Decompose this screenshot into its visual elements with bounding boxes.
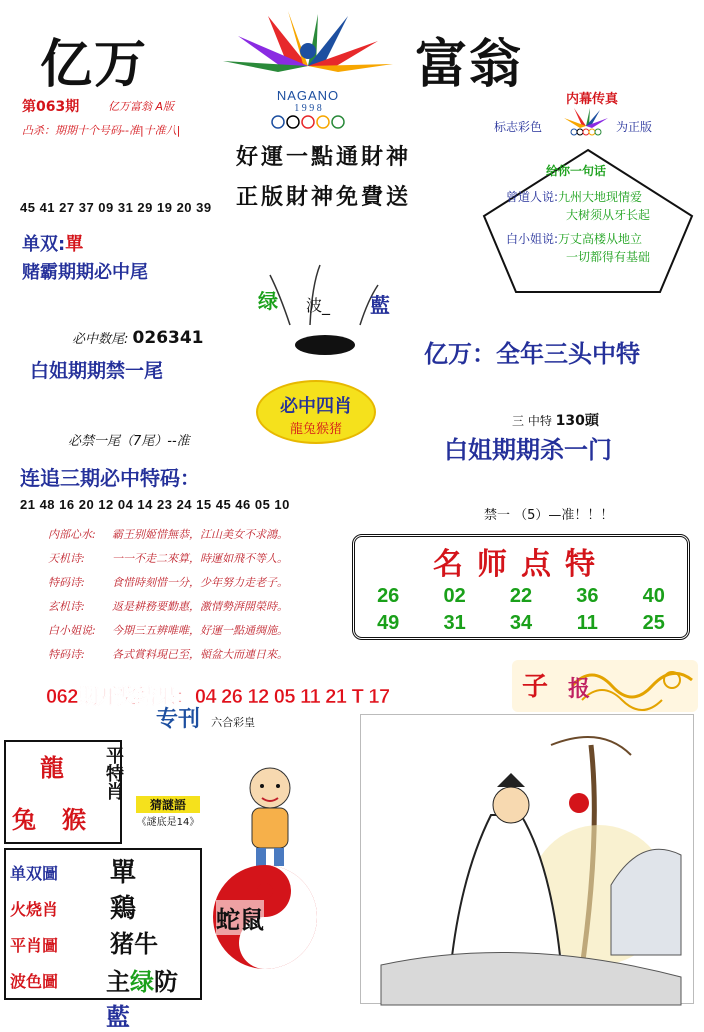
four-zodiac-badge bbox=[256, 380, 376, 444]
zodiac-monkey: 猴 bbox=[62, 805, 86, 834]
grid-label: 平肖圖 bbox=[10, 936, 59, 955]
quote-p1-l1: 九州大地现情爱 bbox=[558, 190, 643, 204]
grid-label: 单双圖 bbox=[10, 864, 59, 883]
master-number: 02 bbox=[443, 585, 466, 607]
logo-year: 1 9 9 8 bbox=[294, 103, 322, 114]
logo-text: NAGANO bbox=[276, 88, 340, 103]
grid-label: 波色圖 bbox=[10, 972, 59, 991]
master-number: 26 bbox=[377, 585, 400, 607]
result-line: 062期开奖结果：04 26 12 05 11 21 T 17 bbox=[46, 686, 390, 708]
title-right: 富翁 bbox=[415, 34, 524, 95]
issue-sub2: 凸杀：期期十个号码--准|十准八| bbox=[22, 124, 181, 137]
master-number: 31 bbox=[443, 612, 466, 634]
poem-label: 特码诗: bbox=[48, 648, 85, 661]
wave-middle: 波_ bbox=[306, 296, 331, 315]
single-double-value: 單 bbox=[65, 234, 84, 255]
fax-right: 为正版 bbox=[616, 120, 653, 134]
nagano-logo bbox=[208, 6, 408, 126]
quote-p2 bbox=[506, 230, 642, 247]
fax-left: 标志彩色 bbox=[494, 120, 543, 134]
fax-logo-icon bbox=[560, 106, 612, 136]
scholar-illustration bbox=[361, 715, 695, 1005]
poem-row bbox=[48, 646, 358, 670]
quote-title: 给你一句话 bbox=[546, 164, 607, 178]
olympic-rings-icon bbox=[208, 114, 408, 134]
master-row-2 bbox=[355, 612, 687, 635]
poem-label: 内部心水: bbox=[48, 528, 96, 541]
poem-text: 霸王别姬惜無恭，江山美女不求鴻。 bbox=[112, 528, 288, 541]
zibao-bao: 报 bbox=[568, 676, 591, 702]
master-number: 36 bbox=[576, 585, 599, 607]
numbers-row-1: 45 41 27 37 09 31 29 19 20 39 bbox=[20, 200, 212, 215]
quote-p1-label: 曾道人说: bbox=[506, 190, 559, 204]
bottom-grid-labels bbox=[10, 856, 58, 1000]
sanzhong-text: 三 中特 bbox=[512, 414, 552, 428]
quote-p2-l2: 一切都得有基础 bbox=[566, 250, 651, 264]
zhuankan-banner bbox=[156, 702, 336, 732]
must-tail-value: 026341 bbox=[132, 328, 204, 348]
master-title: 名师点特 bbox=[433, 547, 609, 582]
grid-wave-blue: 藍 bbox=[106, 1003, 130, 1031]
baijie-kill: 白姐期期杀一门 bbox=[444, 435, 612, 464]
single-double bbox=[22, 230, 83, 256]
wave-right: 藍 bbox=[370, 293, 390, 317]
quote-p1 bbox=[506, 188, 642, 205]
riddle-badge bbox=[136, 796, 200, 832]
issue-sub1: 亿万富翁 A版 bbox=[108, 100, 175, 113]
grid-wave-prefix: 主 bbox=[106, 968, 130, 996]
zhuankan-sub: 六合彩皇 bbox=[211, 716, 256, 729]
poem-row bbox=[48, 574, 358, 598]
bottom-grid bbox=[4, 848, 202, 1031]
poem-row bbox=[48, 550, 358, 574]
poem-label: 玄机诗: bbox=[48, 600, 85, 613]
must-tail-label: 必中数尾: bbox=[72, 332, 129, 347]
single-double-label: 单双: bbox=[22, 234, 66, 255]
poem-text: 各式賞料現已至，頓盆大而連日來。 bbox=[112, 648, 288, 661]
four-zodiac-value: 龍兔猴猪 bbox=[289, 422, 342, 437]
quote-p2-label: 白小姐说: bbox=[506, 232, 559, 246]
zibao-banner bbox=[512, 660, 698, 712]
grid-label: 火烧肖 bbox=[10, 900, 59, 919]
poem-row bbox=[48, 622, 358, 646]
zodiac-side: 平特肖 bbox=[103, 746, 124, 800]
zibao-zi: 子 bbox=[522, 672, 549, 702]
master-number: 40 bbox=[642, 585, 665, 607]
sanzhong-value: 130頭 bbox=[555, 413, 599, 429]
grid-wave-green: 绿 bbox=[130, 968, 154, 996]
issue-label: 第063期 bbox=[22, 99, 80, 115]
grid-chicken: 鶏 bbox=[110, 894, 137, 924]
poem-label: 天机诗: bbox=[48, 552, 85, 565]
scholar-panel bbox=[360, 714, 694, 1004]
numbers-row-2: 21 48 16 20 12 04 14 23 24 15 45 46 05 10 bbox=[20, 497, 290, 512]
master-number: 34 bbox=[509, 612, 533, 634]
single-double-line2: 赌霸期期必中尾 bbox=[22, 262, 148, 283]
master-number: 49 bbox=[377, 612, 400, 634]
snake-rat: 蛇鼠 bbox=[216, 900, 264, 935]
zodiac-box bbox=[4, 740, 122, 844]
grid-wave bbox=[106, 962, 200, 1032]
slogan-line2: 正版財神免費送 bbox=[236, 184, 412, 210]
flower-logo-icon bbox=[208, 6, 408, 86]
kid-illustration bbox=[228, 760, 308, 870]
poem-row bbox=[48, 598, 358, 622]
poem-text: 食惜時刻惜一分，少年努力走老子。 bbox=[112, 576, 288, 589]
master-number: 22 bbox=[509, 585, 533, 607]
must-tail-line2: 白姐期期禁一尾 bbox=[30, 360, 164, 382]
master-number: 11 bbox=[576, 612, 598, 634]
zodiac-rabbit: 兔 bbox=[12, 805, 36, 834]
title-left: 亿万 bbox=[40, 34, 149, 95]
poem-label: 白小姐说: bbox=[48, 624, 96, 637]
sanzhong bbox=[512, 410, 599, 430]
master-box bbox=[352, 534, 690, 640]
poem-text: 返是耕務要勤惠，激情勢湃開榮時。 bbox=[112, 600, 288, 613]
quote-p1-l2: 大树须从牙长起 bbox=[566, 208, 651, 222]
grid-wave-mid: 防 bbox=[154, 968, 178, 996]
poem-row bbox=[48, 526, 358, 550]
quote-p2-l1: 万丈高楼从地立 bbox=[558, 232, 643, 246]
poem-list bbox=[48, 526, 358, 670]
fax-title: 内幕传真 bbox=[566, 92, 619, 107]
riddle-title: 猜謎語 bbox=[136, 796, 200, 813]
poem-text: 今期三五辨唯唯，好運一點通绸施。 bbox=[112, 624, 288, 637]
wave-sketch bbox=[250, 255, 400, 365]
ban-tail: 必禁一尾（7尾）--准 bbox=[68, 434, 190, 449]
grid-pig-cow: 猪牛 bbox=[110, 929, 158, 958]
four-zodiac-title: 必中四肖 bbox=[280, 396, 352, 417]
yiwan-line: 亿万：全年三头中特 bbox=[424, 339, 640, 368]
grid-single: 單 bbox=[110, 858, 137, 888]
ban-door: 禁一 （5）—准！！！ bbox=[484, 508, 614, 523]
slogan-line1: 好運一點通財神 bbox=[236, 144, 412, 170]
poem-label: 特码诗: bbox=[48, 576, 85, 589]
master-number: 25 bbox=[642, 612, 665, 634]
riddle-answer: 《謎底是14》 bbox=[136, 817, 200, 828]
chase-title: 连追三期必中特码： bbox=[20, 466, 200, 490]
zodiac-dragon: 龍 bbox=[40, 753, 64, 782]
wave-left: 绿 bbox=[258, 289, 278, 313]
zhuankan-label: 专刊 bbox=[156, 706, 201, 732]
must-tail bbox=[72, 328, 204, 348]
yinyang-badge bbox=[210, 862, 320, 972]
poem-text: 一一不走二來算，時運如飛不等人。 bbox=[112, 552, 288, 565]
master-row-1 bbox=[355, 585, 687, 608]
